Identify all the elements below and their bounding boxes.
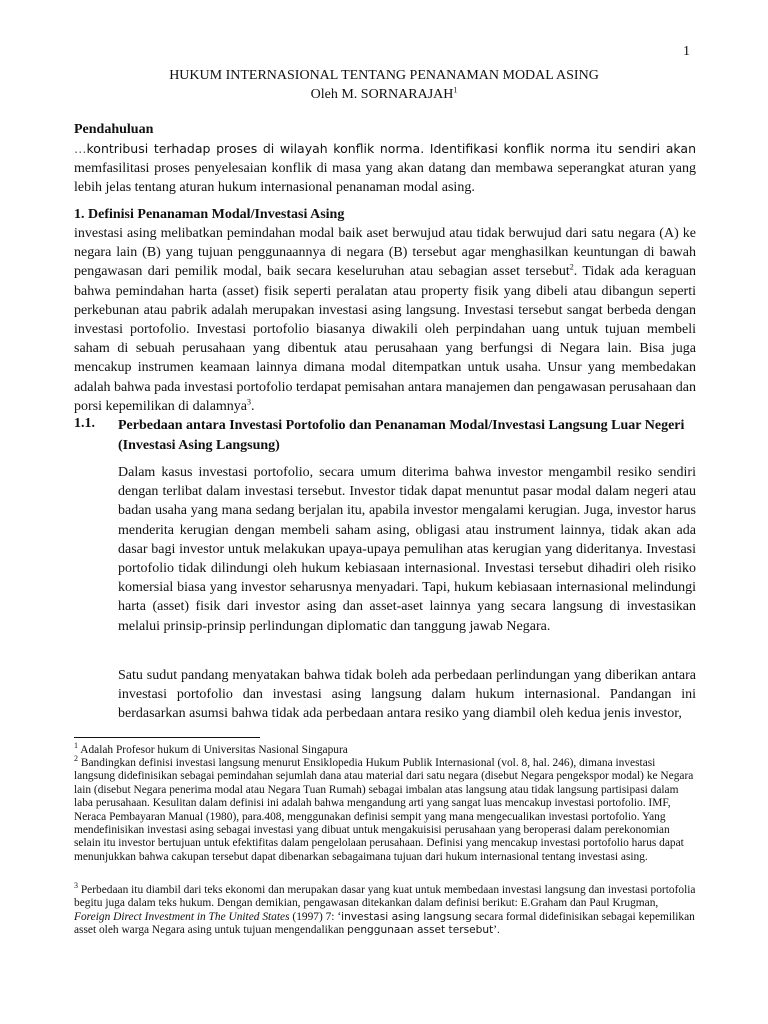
footnote-ref-2: 2 [569,262,574,272]
author-name: Oleh M. SORNARAJAH [310,87,454,102]
footnote-2-text: Bandingkan definisi investasi langsung menurut Ensiklopedia Hukum Publik Internasional (vol. 8, hal. 246), dimana investasi langsung didefinisikan sebagai pemindahan sejumlah dana atau material dari satu negara (disebut Negara pengekspor modal) ke Negara lain (disebut Negara penerima modal atau Negara Tuan Rumah) sebagai imbalan atas langsung atau tidak langsung partisipasi dalam laba perusahaan. Kesulitan dalam definisi ini adalah bahwa mengandung arti yang sangat luas mencakup investasi portofolio. IMF, Neraca Pembayaran Manual (1980), para.408, menggunakan definisi sempit yang mana mengecualikan investasi portofolio. Yang mendefinisikan investasi asing sebagai investasi yang dibuat untuk mengakuisisi perusahaan yang beroperasi dalam perekonomian selain itu investor bertujuan untuk efektifitas dalam pengelolaan perusahaan. Definisi yang mencakup investasi portofolio harus dapat menunjukkan bahwa cakupan tersebut dapat dibenarkan sebagaimana tujuan dari hukum internasional tentang investasi asing. [74,757,694,863]
section-1-heading: 1. Definisi Penanaman Modal/Investasi Asing [74,207,345,222]
footnote-ref-3: 3 [247,397,252,407]
section-1-1-heading: Perbedaan antara Investasi Portofolio dan Penanaman Modal/Investasi Langsung Luar Negeri (Investasi Asing Langsung) [118,418,685,453]
document-title: HUKUM INTERNASIONAL TENTANG PENANAMAN MODAL ASING [169,68,599,83]
footnote-3-book-title: Foreign Direct Investment in The United States [74,910,290,923]
section-1 [74,205,696,416]
page-number: 1 [683,44,690,59]
document-author [0,85,768,104]
author-footnote-ref: 1 [453,85,458,95]
intro-text-rest: memfasilitasi proses penyelesaian konflik di masa yang akan datang dan membawa seperangkat aturan yang lebih jelas tentang aturan hukum internasional penanaman modal asing. [74,161,696,196]
footnote-2-number: 2 [74,754,78,764]
footnote-3-text-d: ’. [493,924,500,937]
section-1-1-number: 1.1. [74,416,95,431]
footnote-3 [74,881,696,938]
section-1-text-c: . [251,398,255,414]
intro-paragraph [74,139,696,198]
footnote-3-quote-1: investasi asing langsung [341,910,472,923]
footnote-1 [74,741,696,757]
intro-section [74,120,696,198]
footnote-1-text: Adalah Profesor hukum di Universitas Nasional Singapura [78,744,348,756]
section-1-1-paragraph-2: Satu sudut pandang menyatakan bahwa tidak boleh ada perbedaan perlindungan yang diberikan antara investasi portofolio dan investasi asing langsung dalam hukum internasional. Pandangan ini berdasarkan asumsi bahwa tidak ada perbedaan antara resiko yang diambil oleh kedua jenis investor, [118,668,696,722]
intro-ellipsis: … [74,141,87,156]
intro-text-sans: kontribusi terhadap proses di wilayah konflik norma. Identifikasi konflik norma itu sendiri akan [86,141,696,156]
footnote-separator [74,737,260,738]
footnote-3-number: 3 [74,881,78,891]
section-1-text-b: . Tidak ada keraguan bahwa pemindahan harta (asset) fisik seperti peralatan atau property fisik yang dibeli atau dibangun seperti perkebunan atau pabrik adalah merupakan investasi asing langsung. Investasi tersebut sangat berbeda dengan investasi portofolio. Investasi portofolio biasanya diwakili oleh perpindahan uang untuk tujuan membeli saham di sebuah perusahaan yang dibentuk atau perusahaan yang berfungsi di Negara lain. Bisa juga mencakup instrumen keamaan lainnya dimana modal ditempatkan untuk usaha. Unsur yang membedakan adalah bahwa pada investasi portofolio terdapat pemisahan antara manajemen dan pengawasan perusahaan dan porsi kepemilikan di dalamnya [74,264,696,414]
footnote-1-number: 1 [74,741,78,751]
footnote-3-quote-2: penggunaan asset tersebut [347,924,494,937]
footnote-2 [74,754,696,864]
section-1-paragraph [74,224,696,416]
footnote-3-text-c: secara formal didefinisikan sebagai kepemilikan asset oleh warga Negara asing untuk tujuan mengendalikan [74,910,695,937]
footnote-3-text-b: (1997) 7: ‘ [289,910,342,923]
section-1-1-paragraph-1: Dalam kasus investasi portofolio, secara umum diterima bahwa investor mengambil resiko sendiri dengan terlibat dalam investasi tersebut. Investor tidak dapat menuntut pasar modal dalam negeri atau badan usaha yang mana sedang berjalan itu, apabila investor mengalami kerugian. Juga, investor harus menderita kerugian dengan membeli saham asing, obligasi atau instrument lainnya, tidak akan ada dasar bagi investor untuk melakukan upaya-upaya pemulihan atas kerugian yang dideritanya. Investasi portofolio tidak dilindungi oleh hukum kebiasaan internasional. Investasi tersebut dihadiri oleh risiko komersial biasa yang investor seharusnya menyadari. Tapi, hukum kebiasaan internasional melindungi harta (asset) fisik dari investor asing dan asset-aset lainnya yang secara langsung di investasikan melalui prinsip-prinsip perlindungan diplomatic dan tanggung jawab Negara. [118,465,696,634]
intro-heading: Pendahuluan [74,122,154,137]
document-title-block [0,66,768,104]
footnote-3-text-a: Perbedaan itu diambil dari teks ekonomi dan merupakan dasar yang kuat untuk membedaan investasi langsung dan investasi portofolia begitu juga dalam teks hukum. Dengan demikian, pengawasan ditekankan dalam definisi berikut: E.Graham dan Paul Krugman, [74,884,696,910]
section-1-text-a: investasi asing melibatkan pemindahan modal baik aset berwujud atau tidak berwujud dari satu negara (A) ke negara lain (B) yang tujuan penggunaannya di negara (B) tersebut agar menghasilkan keuntungan di bawah pengawasan dari pemilik modal, baik secara keseluruhan atau sebagian asset tersebut [74,226,696,280]
